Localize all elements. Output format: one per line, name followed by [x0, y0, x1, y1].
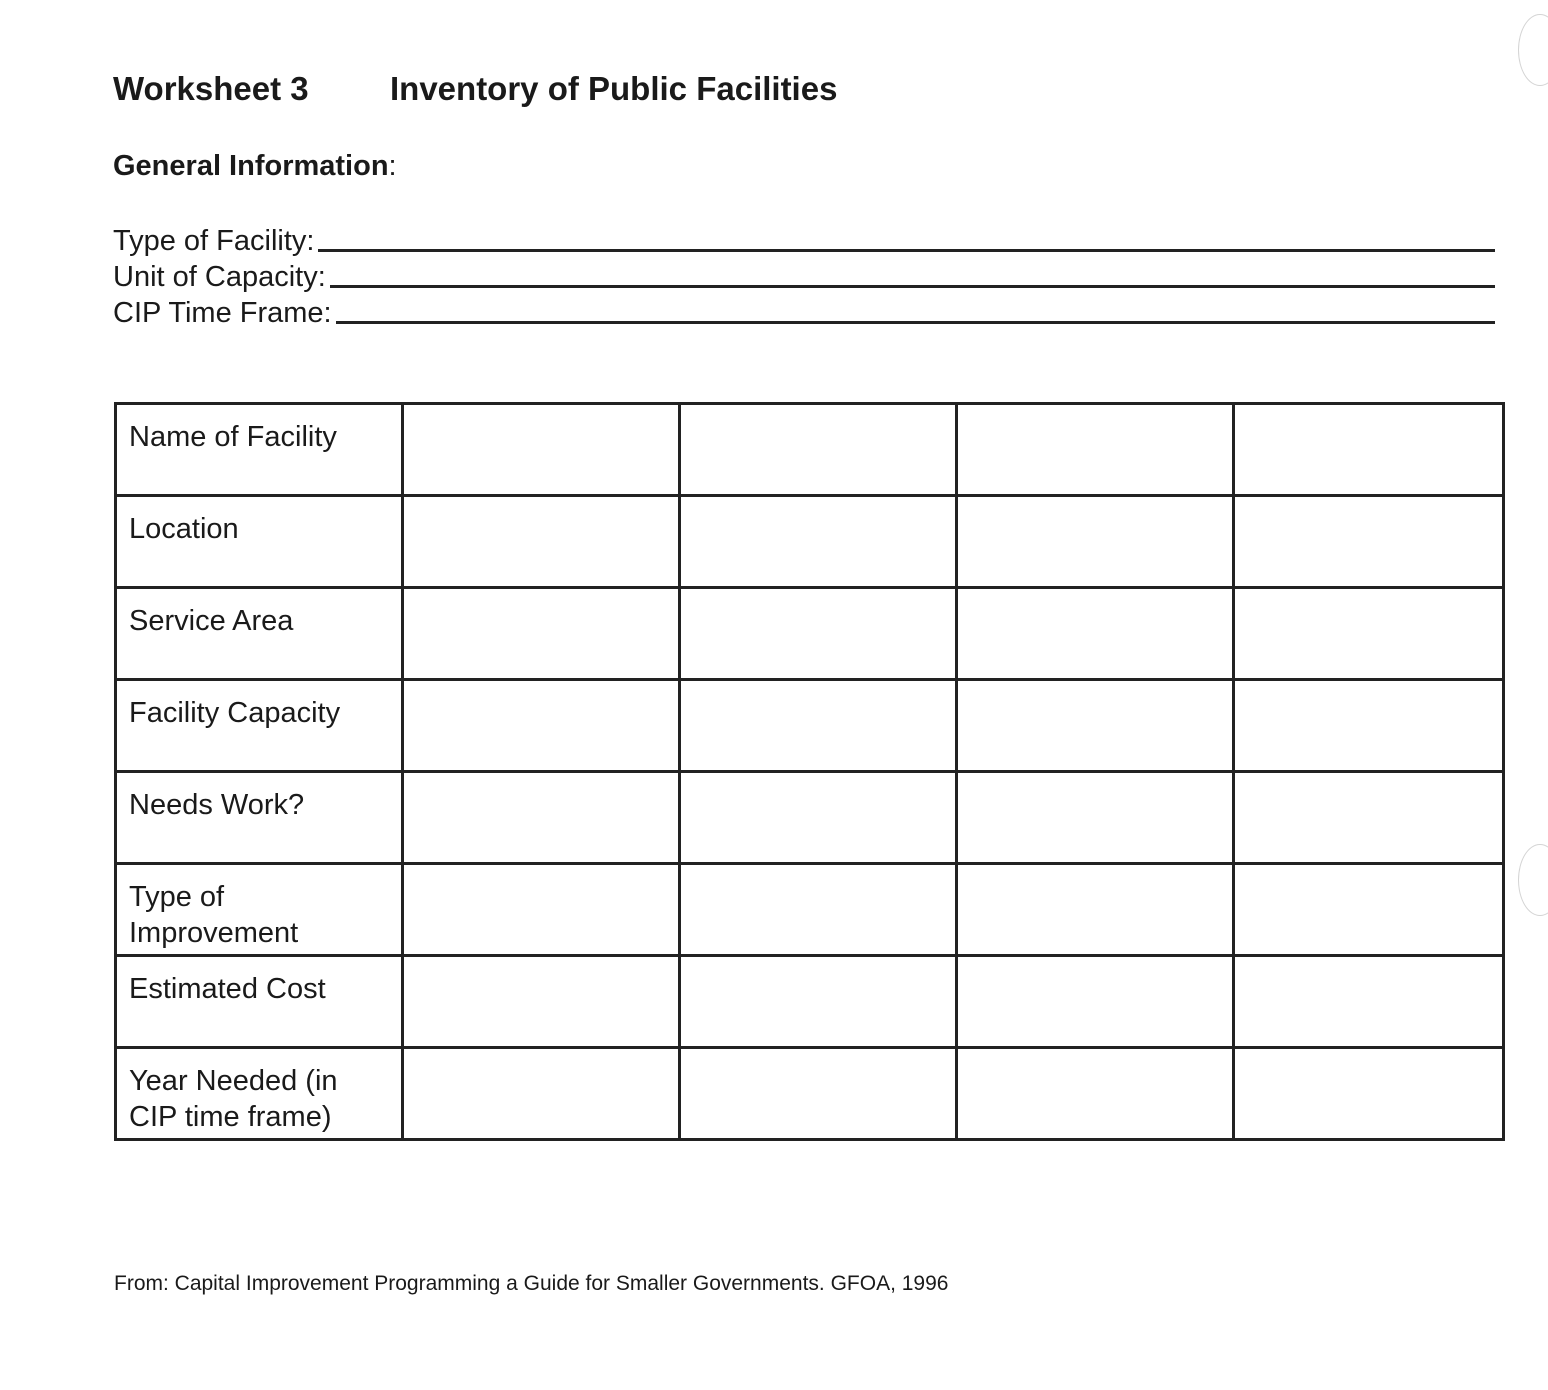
table-cell[interactable] [680, 680, 957, 772]
table-cell[interactable] [1234, 772, 1504, 864]
table-cell[interactable] [403, 956, 680, 1048]
section-heading [113, 150, 397, 183]
table-cell[interactable] [957, 404, 1234, 496]
table-row [116, 772, 1504, 864]
row-label: Needs Work? [116, 772, 403, 864]
table-cell[interactable] [680, 404, 957, 496]
table-cell[interactable] [957, 588, 1234, 680]
row-label: Service Area [116, 588, 403, 680]
table-cell[interactable] [1234, 496, 1504, 588]
field-label: Unit of Capacity: [113, 261, 326, 293]
table-row [116, 1048, 1504, 1140]
table-row [116, 680, 1504, 772]
binder-hole-mark [1518, 844, 1548, 916]
row-label: Estimated Cost [116, 956, 403, 1048]
fill-in-line[interactable] [336, 321, 1495, 324]
section-heading-suffix: : [388, 150, 397, 182]
row-label: Year Needed (in CIP time frame) [116, 1048, 403, 1140]
table-cell[interactable] [403, 1048, 680, 1140]
table-cell[interactable] [680, 496, 957, 588]
table-cell[interactable] [957, 1048, 1234, 1140]
table-cell[interactable] [403, 680, 680, 772]
table-cell[interactable] [403, 864, 680, 956]
table-cell[interactable] [1234, 1048, 1504, 1140]
table-cell[interactable] [957, 680, 1234, 772]
table-cell[interactable] [680, 772, 957, 864]
field-label: CIP Time Frame: [113, 297, 332, 329]
field-cip-time-frame [113, 294, 1495, 330]
table-cell[interactable] [957, 496, 1234, 588]
general-info-fields [113, 222, 1495, 330]
table-cell[interactable] [1234, 680, 1504, 772]
field-type-of-facility [113, 222, 1495, 258]
binder-hole-mark [1518, 14, 1548, 86]
table-cell[interactable] [1234, 864, 1504, 956]
table-row [116, 588, 1504, 680]
table-cell[interactable] [680, 956, 957, 1048]
table-cell[interactable] [680, 864, 957, 956]
table-row [116, 956, 1504, 1048]
table-cell[interactable] [403, 404, 680, 496]
field-label: Type of Facility: [113, 225, 315, 257]
page-title [113, 70, 837, 108]
fill-in-line[interactable] [330, 285, 1495, 288]
table-cell[interactable] [403, 772, 680, 864]
section-heading-text: General Information [113, 150, 389, 182]
row-label: Facility Capacity [116, 680, 403, 772]
table-cell[interactable] [1234, 956, 1504, 1048]
worksheet-number: Worksheet 3 [113, 70, 309, 107]
table-row [116, 496, 1504, 588]
field-unit-of-capacity [113, 258, 1495, 294]
table-cell[interactable] [403, 496, 680, 588]
table-row [116, 864, 1504, 956]
facility-inventory-table [114, 402, 1505, 1141]
source-citation: From: Capital Improvement Programming a Guide for Smaller Governments. GFOA, 1996 [114, 1272, 949, 1295]
table-cell[interactable] [957, 772, 1234, 864]
worksheet-title: Inventory of Public Facilities [390, 70, 838, 107]
table-cell[interactable] [1234, 588, 1504, 680]
row-label: Location [116, 496, 403, 588]
table-cell[interactable] [957, 864, 1234, 956]
table-cell[interactable] [403, 588, 680, 680]
table-cell[interactable] [680, 1048, 957, 1140]
fill-in-line[interactable] [318, 249, 1495, 252]
table-row [116, 404, 1504, 496]
row-label: Type of Improvement [116, 864, 403, 956]
table-cell[interactable] [1234, 404, 1504, 496]
row-label: Name of Facility [116, 404, 403, 496]
table-cell[interactable] [957, 956, 1234, 1048]
table-cell[interactable] [680, 588, 957, 680]
